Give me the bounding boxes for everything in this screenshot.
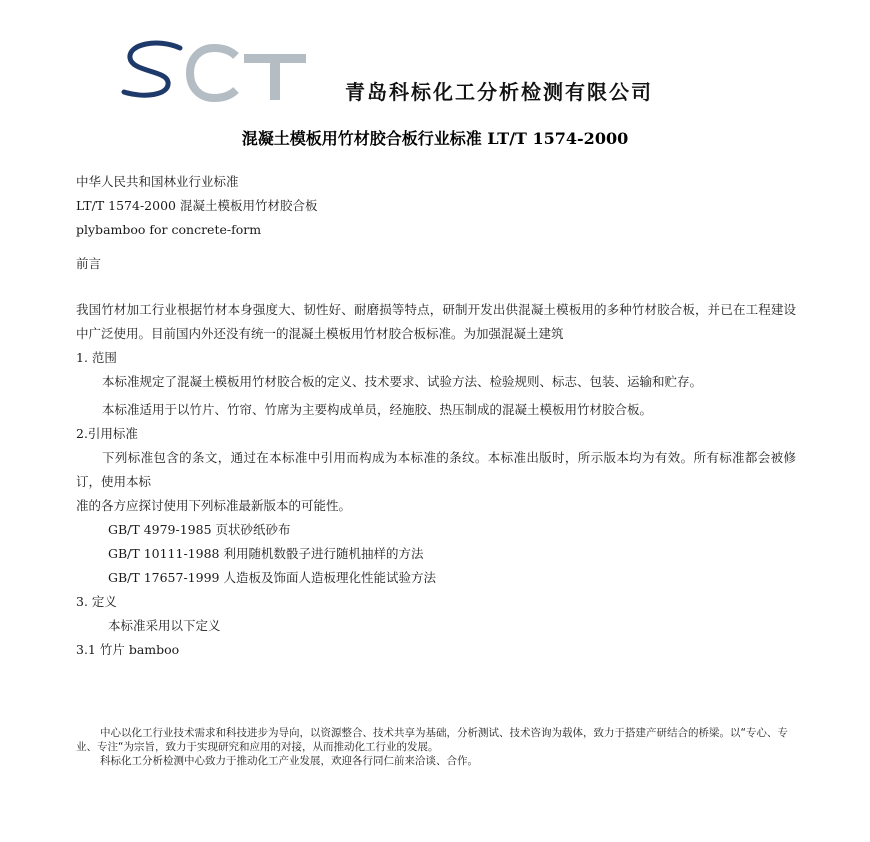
meta-line: LT/T 1574-2000 混凝土模板用竹材胶合板 [76,198,318,213]
section-heading: 3. 定义 [76,594,117,609]
reference-item: GB/T 17657-1999 人造板及饰面人造板理化性能试验方法 [108,570,436,585]
company-name: 青岛科标化工分析检测有限公司 [345,80,653,104]
paragraph: 本标准适用于以竹片、竹帘、竹席为主要构成单员，经施胶、热压制成的混凝土模板用竹材胶合板。 [102,402,653,417]
reference-item: GB/T 10111-1988 利用随机数骰子进行随机抽样的方法 [108,546,424,561]
footer-paragraph: 科标化工分析检测中心致力于推动化工产业发展，欢迎各行同仁前来洽谈、合作。 [100,755,478,767]
page-header [0,30,870,110]
meta-line: plybamboo for concrete-form [76,222,262,237]
footer-paragraph: 中心以化工行业技术需求和科技进步为导向，以资源整合、技术共享为基础，分析测试、技术咨询为载体，致力于搭建产研结合的桥梁。以“专心、专业、专注“为宗旨，致力于实现研究和应用的对接，从而推动化工行业的发展。 [76,727,788,753]
paragraph: 准的各方应探讨使用下列标准最新版本的可能性。 [76,498,352,513]
section-heading: 1. 范围 [76,350,117,365]
company-footer [76,726,798,768]
section-heading: 2.引用标准 [76,426,138,441]
meta-line: 中华人民共和国林业行业标准 [76,174,239,189]
preface-heading: 前言 [76,256,102,271]
sct-logo [118,40,318,102]
paragraph: 本标准采用以下定义 [108,618,221,633]
preface-paragraph: 我国竹材加工行业根据竹材本身强度大、韧性好、耐磨损等特点，研制开发出供混凝土模板用的多种竹材胶合板，并已在工程建设中广泛使用。目前国内外还没有统一的混凝土模板用竹材胶合板标准。为加强混凝土建筑 [76,302,796,341]
document-body [76,170,796,662]
document-title: 混凝土模板用竹材胶合板行业标准 LT/T 1574-2000 [241,129,629,148]
paragraph: 下列标准包含的条文，通过在本标准中引用而构成为本标准的条纹。本标准出版时，所示版本均为有效。所有标准都会被修订，使用本标 [76,450,796,489]
subsection-heading: 3.1 竹片 bamboo [76,642,180,657]
paragraph: 本标准规定了混凝土模板用竹材胶合板的定义、技术要求、试验方法、检验规则、标志、包装、运输和贮存。 [102,374,703,389]
reference-item: GB/T 4979-1985 页状砂纸砂布 [108,522,291,537]
